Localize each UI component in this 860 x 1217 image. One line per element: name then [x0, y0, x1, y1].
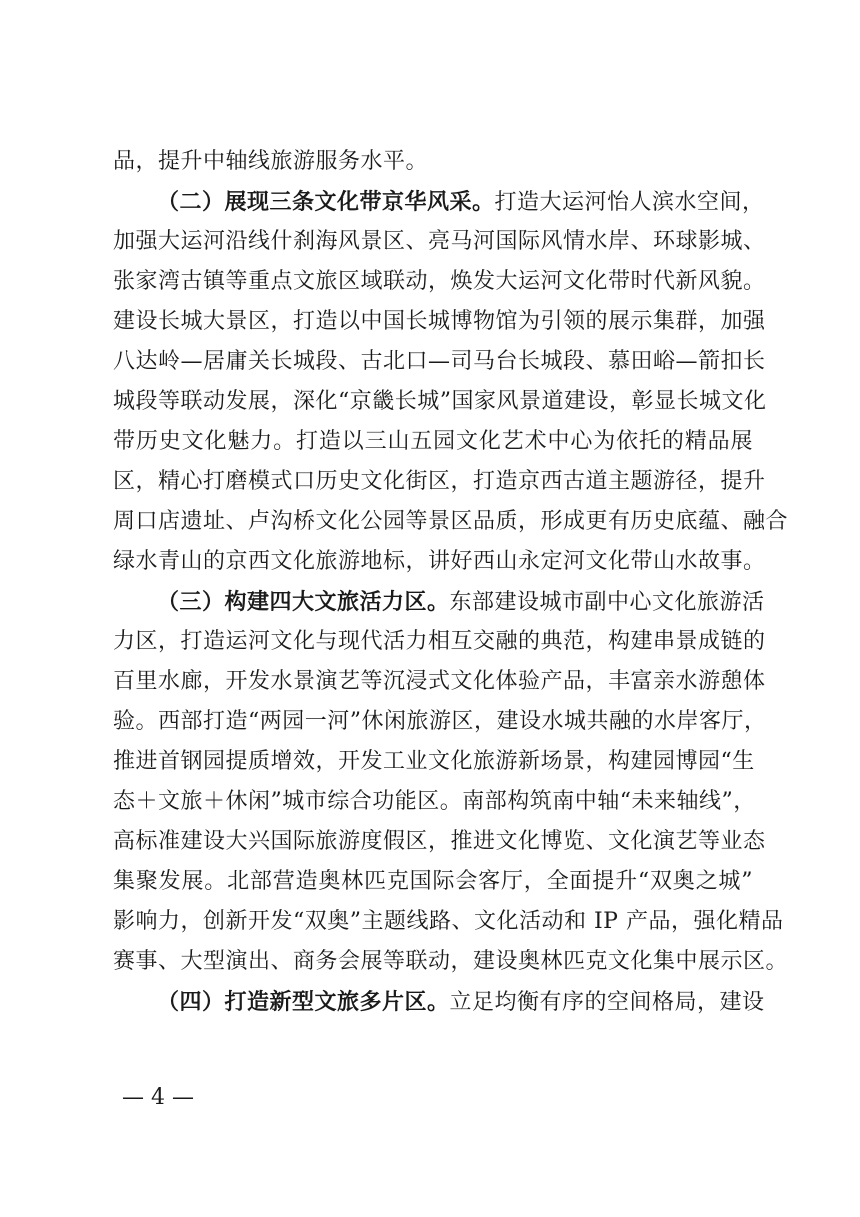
text-line: 加强大运河沿线什刹海风景区、亮马河国际风情水岸、环球影城、: [113, 229, 766, 254]
text-line: （二）展现三条文化带京华风采。打造大运河怡人滨水空间，: [157, 189, 765, 215]
text-line: 张家湾古镇等重点文旅区域联动，焕发大运河文化带时代新风貌。: [113, 269, 766, 294]
text-line: 区，精心打磨模式口历史文化街区，打造京西古道主题游径，提升: [113, 469, 766, 494]
text-line: 力区，打造运河文化与现代活力相互交融的典范，构建串景成链的: [113, 629, 766, 654]
text-line: 周口店遗址、卢沟桥文化公园等景区品质，形成更有历史底蕴、融合: [113, 509, 789, 534]
text-line: 八达岭—居庸关长城段、古北口—司马台长城段、慕田峪—箭扣长: [113, 349, 766, 374]
text-line: 品，提升中轴线旅游服务水平。: [113, 149, 429, 174]
text-line: 影响力，创新开发“双奥”主题线路、文化活动和 IP 产品，强化精品: [113, 909, 784, 934]
text-line: 带历史文化魅力。打造以三山五园文化艺术中心为依托的精品展: [113, 429, 753, 454]
text-line: 推进首钢园提质增效，开发工业文化旅游新场景，构建园博园“生: [113, 749, 755, 774]
section-heading: （三）构建四大文旅活力区。: [157, 589, 450, 615]
text-line: 验。西部打造“两园一河”休闲旅游区，建设水城共融的水岸客厅，: [113, 709, 767, 734]
text-line: 集聚发展。北部营造奥林匹克国际会客厅，全面提升“双奥之城”: [113, 869, 753, 894]
section-heading: （二）展现三条文化带京华风采。: [157, 189, 495, 215]
text-line: （三）构建四大文旅活力区。东部建设城市副中心文化旅游活: [157, 589, 765, 615]
text-line: 赛事、大型演出、商务会展等联动，建设奥林匹克文化集中展示区。: [113, 949, 789, 974]
text-line: 城段等联动发展，深化“京畿长城”国家风景道建设，彰显长城文化: [113, 389, 767, 414]
text-line: 绿水青山的京西文化旅游地标，讲好西山永定河文化带山水故事。: [113, 549, 766, 574]
text-line: 态＋文旅＋休闲”城市综合功能区。南部构筑南中轴“未来轴线”，: [113, 789, 756, 814]
text-line: （四）打造新型文旅多片区。立足均衡有序的空间格局，建设: [157, 989, 765, 1015]
text-line: 百里水廊，开发水景演艺等沉浸式文化体验产品，丰富亲水游憩体: [113, 669, 766, 694]
text-line: 建设长城大景区，打造以中国长城博物馆为引领的展示集群，加强: [113, 309, 766, 334]
section-heading: （四）打造新型文旅多片区。: [157, 989, 450, 1015]
document-body: [113, 142, 789, 1022]
page-number: — 4 —: [122, 1085, 194, 1110]
text-line: 高标准建设大兴国际旅游度假区，推进文化博览、文化演艺等业态: [113, 829, 766, 854]
